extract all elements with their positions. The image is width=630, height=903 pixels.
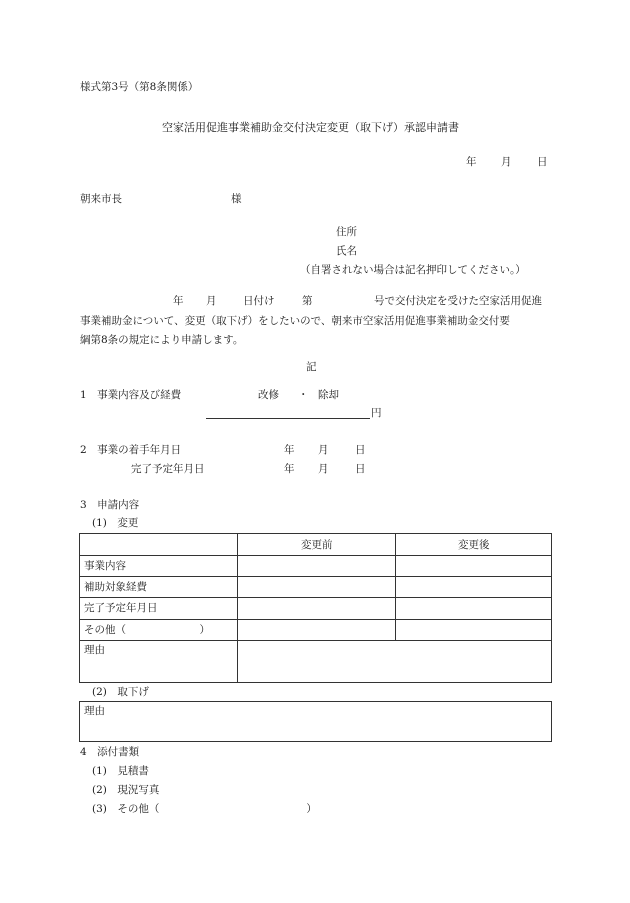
date-year-label: 年 bbox=[466, 156, 477, 168]
body-month: 月 bbox=[206, 295, 217, 307]
table-header-before: 変更前 bbox=[301, 539, 333, 551]
section4-label: 4 添付書類 bbox=[80, 746, 140, 758]
attachment-item: (2) 現況写真 bbox=[92, 784, 160, 796]
applicant-seal-note: （自署されない場合は記名押印してください。） bbox=[300, 264, 526, 276]
start-month: 月 bbox=[318, 444, 329, 456]
attachment-item: (1) 見積書 bbox=[92, 765, 149, 777]
change-table bbox=[79, 533, 552, 683]
body-dated: 日付け bbox=[243, 295, 275, 307]
body-dai: 第 bbox=[302, 295, 313, 307]
section1-option-demolition: 除却 bbox=[318, 389, 339, 401]
form-number: 様式第3号（第8条関係） bbox=[80, 81, 199, 93]
applicant-address-label: 住所 bbox=[336, 226, 357, 238]
completion-year: 年 bbox=[284, 463, 295, 475]
body-year: 年 bbox=[173, 295, 184, 307]
completion-day: 日 bbox=[355, 463, 366, 475]
section3-change-label: (1) 変更 bbox=[92, 517, 139, 529]
applicant-name-label: 氏名 bbox=[336, 245, 357, 257]
date-day-label: 日 bbox=[537, 156, 548, 168]
start-year: 年 bbox=[284, 444, 295, 456]
section1-option-renovation: 改修 bbox=[258, 389, 279, 401]
table-row-label: 補助対象経費 bbox=[84, 581, 147, 593]
attachment-item: (3) その他（ ） bbox=[92, 803, 317, 815]
section1-yen: 円 bbox=[371, 407, 382, 419]
body-line1-text: 号で交付決定を受けた空家活用促進 bbox=[374, 295, 542, 307]
table-header-after: 変更後 bbox=[458, 539, 490, 551]
start-day: 日 bbox=[355, 444, 366, 456]
addressee-name: 朝来市長 bbox=[80, 193, 122, 205]
section2-completion-label: 完了予定年月日 bbox=[131, 463, 205, 475]
withdraw-reason-box bbox=[79, 701, 552, 742]
table-reason-label: 理由 bbox=[84, 644, 105, 656]
section3-label: 3 申請内容 bbox=[80, 499, 140, 511]
addressee-honorific: 様 bbox=[231, 193, 242, 205]
withdraw-reason-label: 理由 bbox=[84, 705, 105, 717]
body-line3: 綱第8条の規定により申請します。 bbox=[80, 334, 244, 346]
section1-label: 1 事業内容及び経費 bbox=[80, 389, 182, 401]
section2-start-label: 2 事業の着手年月日 bbox=[80, 444, 182, 456]
table-row-label: 完了予定年月日 bbox=[84, 602, 158, 614]
section1-separator: ・ bbox=[298, 389, 309, 401]
table-row-label: その他（ ） bbox=[84, 624, 210, 636]
completion-month: 月 bbox=[318, 463, 329, 475]
ki-heading: 記 bbox=[306, 361, 317, 373]
table-row-label: 事業内容 bbox=[84, 560, 126, 572]
date-month-label: 月 bbox=[501, 156, 512, 168]
body-line2: 事業補助金について、変更（取下げ）をしたいので、朝来市空家活用促進事業補助金交付要 bbox=[80, 315, 510, 327]
page-title: 空家活用促進事業補助金交付決定変更（取下げ）承認申請書 bbox=[162, 121, 459, 134]
section1-amount-line bbox=[206, 418, 370, 419]
section3-withdraw-label: (2) 取下げ bbox=[92, 686, 149, 698]
